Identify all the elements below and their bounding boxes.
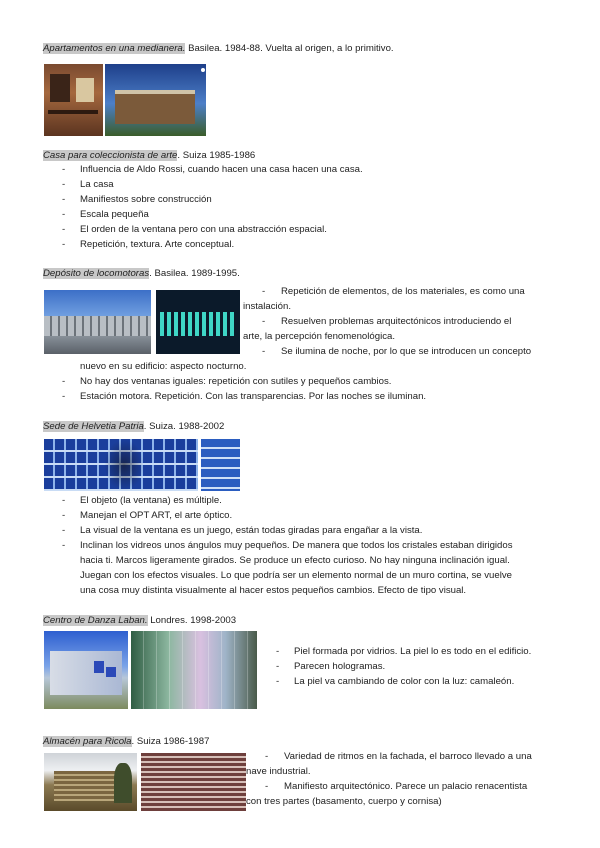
list-item: Manejan el OPT ART, el arte óptico.: [80, 510, 233, 521]
bullet-dash: -: [62, 540, 66, 551]
list-item: Piel formada por vidrios. La piel lo es todo en el edificio.: [294, 646, 532, 657]
bullet-dash: -: [62, 164, 66, 175]
bullet-dash: -: [62, 391, 66, 402]
bullet-dash: -: [62, 179, 66, 190]
section-title-deposito: Depósito de locomotoras. Basilea. 1989-1995.: [43, 268, 240, 279]
list-item: No hay dos ventanas iguales: repetición con sutiles y pequeños cambios.: [80, 376, 392, 387]
list-item: Se ilumina de noche, por lo que se introducen un concepto: [281, 346, 532, 357]
list-item: Influencia de Aldo Rossi, cuando hacen una casa hacen una casa.: [80, 164, 363, 175]
photo-laban-skin: [131, 631, 257, 709]
list-item: El objeto (la ventana) es múltiple.: [80, 495, 222, 506]
list-item: Manifiestos sobre construcción: [80, 194, 212, 205]
list-item-continuation: hacia ti. Marcos ligeramente girados. Se produce un efecto curioso. No hay ninguna inclinación igual.: [80, 555, 510, 566]
photo-deposito-day: [44, 290, 151, 354]
bullet-dash: -: [262, 316, 266, 327]
section-title-apartamentos: Apartamentos en una medianera. Basilea. 1984-88. Vuelta al origen, a lo primitivo.: [43, 43, 394, 54]
list-item-continuation: Juegan con los efectos visuales. Lo que podría ser un elemento normal de un muro cortina, se vuelve: [80, 570, 512, 581]
list-item: Variedad de ritmos en la fachada, el barroco llevado a una: [284, 751, 532, 762]
list-item: El orden de la ventana pero con una abstracción espacial.: [80, 224, 327, 235]
list-item: Estación motora. Repetición. Con las transparencias. Por las noches se iluminan.: [80, 391, 427, 402]
list-item-continuation: con tres partes (basamento, cuerpo y cornisa): [246, 796, 442, 807]
bullet-dash: -: [262, 346, 266, 357]
bullet-dash: -: [62, 495, 66, 506]
section-title-helvetia: Sede de Helvetia Patria. Suiza. 1988-2002: [43, 421, 225, 432]
list-item: La casa: [80, 179, 114, 190]
photo-apartamentos-courtyard: [105, 64, 206, 136]
list-item-continuation: arte, la percepción fenomenológica.: [243, 331, 395, 342]
list-item: Manifiesto arquitectónico. Parece un palacio renacentista: [284, 781, 528, 792]
list-item: Repetición de elementos, de los materiales, es como una: [281, 286, 525, 297]
bullet-dash: -: [62, 376, 66, 387]
list-item: Parecen hologramas.: [294, 661, 386, 672]
list-item: La piel va cambiando de color con la luz: camaleón.: [294, 676, 515, 687]
bullet-dash: -: [276, 661, 280, 672]
list-item: Repetición, textura. Arte conceptual.: [80, 239, 235, 250]
list-item-continuation: una cosa muy distinta visualmente al hacer estos pequeños cambios. Efecto de tipo visual.: [80, 585, 467, 596]
bullet-dash: -: [62, 525, 66, 536]
section-title-laban: Centro de Danza Laban. Londres. 1998-2003: [43, 615, 237, 626]
list-item-continuation: instalación.: [243, 301, 291, 312]
list-item: La visual de la ventana es un juego, están todas giradas para engañar a la vista.: [80, 525, 423, 536]
bullet-dash: -: [262, 286, 266, 297]
list-item-continuation: nave industrial.: [246, 766, 311, 777]
photo-apartamentos-facade: [44, 64, 103, 136]
list-item-continuation: nuevo en su edificio: aspecto nocturno.: [80, 361, 247, 372]
photo-ricola-exterior: [44, 753, 137, 811]
photo-helvetia-detail: [201, 439, 240, 491]
section-title-ricola: Almacén para Ricola. Suiza 1986-1987: [43, 736, 210, 747]
list-item: Escala pequeña: [80, 209, 149, 220]
photo-helvetia-facade: [44, 439, 198, 491]
photo-deposito-night: [156, 290, 240, 354]
photo-ricola-facade: [141, 753, 246, 811]
list-item: Resuelven problemas arquitectónicos introduciendo el: [281, 316, 512, 327]
bullet-dash: -: [276, 646, 280, 657]
photo-laban-exterior: [44, 631, 128, 709]
list-item: Inclinan los vidreos unos ángulos muy pequeños. De manera que todos los cristales estaban dirigidos: [80, 540, 513, 551]
bullet-dash: -: [62, 209, 66, 220]
bullet-dash: -: [265, 751, 269, 762]
bullet-dash: -: [276, 676, 280, 687]
bullet-dash: -: [62, 224, 66, 235]
bullet-dash: -: [62, 510, 66, 521]
bullet-dash: -: [265, 781, 269, 792]
bullet-dash: -: [62, 239, 66, 250]
section-title-casa: Casa para coleccionista de arte. Suiza 1985-1986: [43, 150, 256, 161]
bullet-dash: -: [62, 194, 66, 205]
